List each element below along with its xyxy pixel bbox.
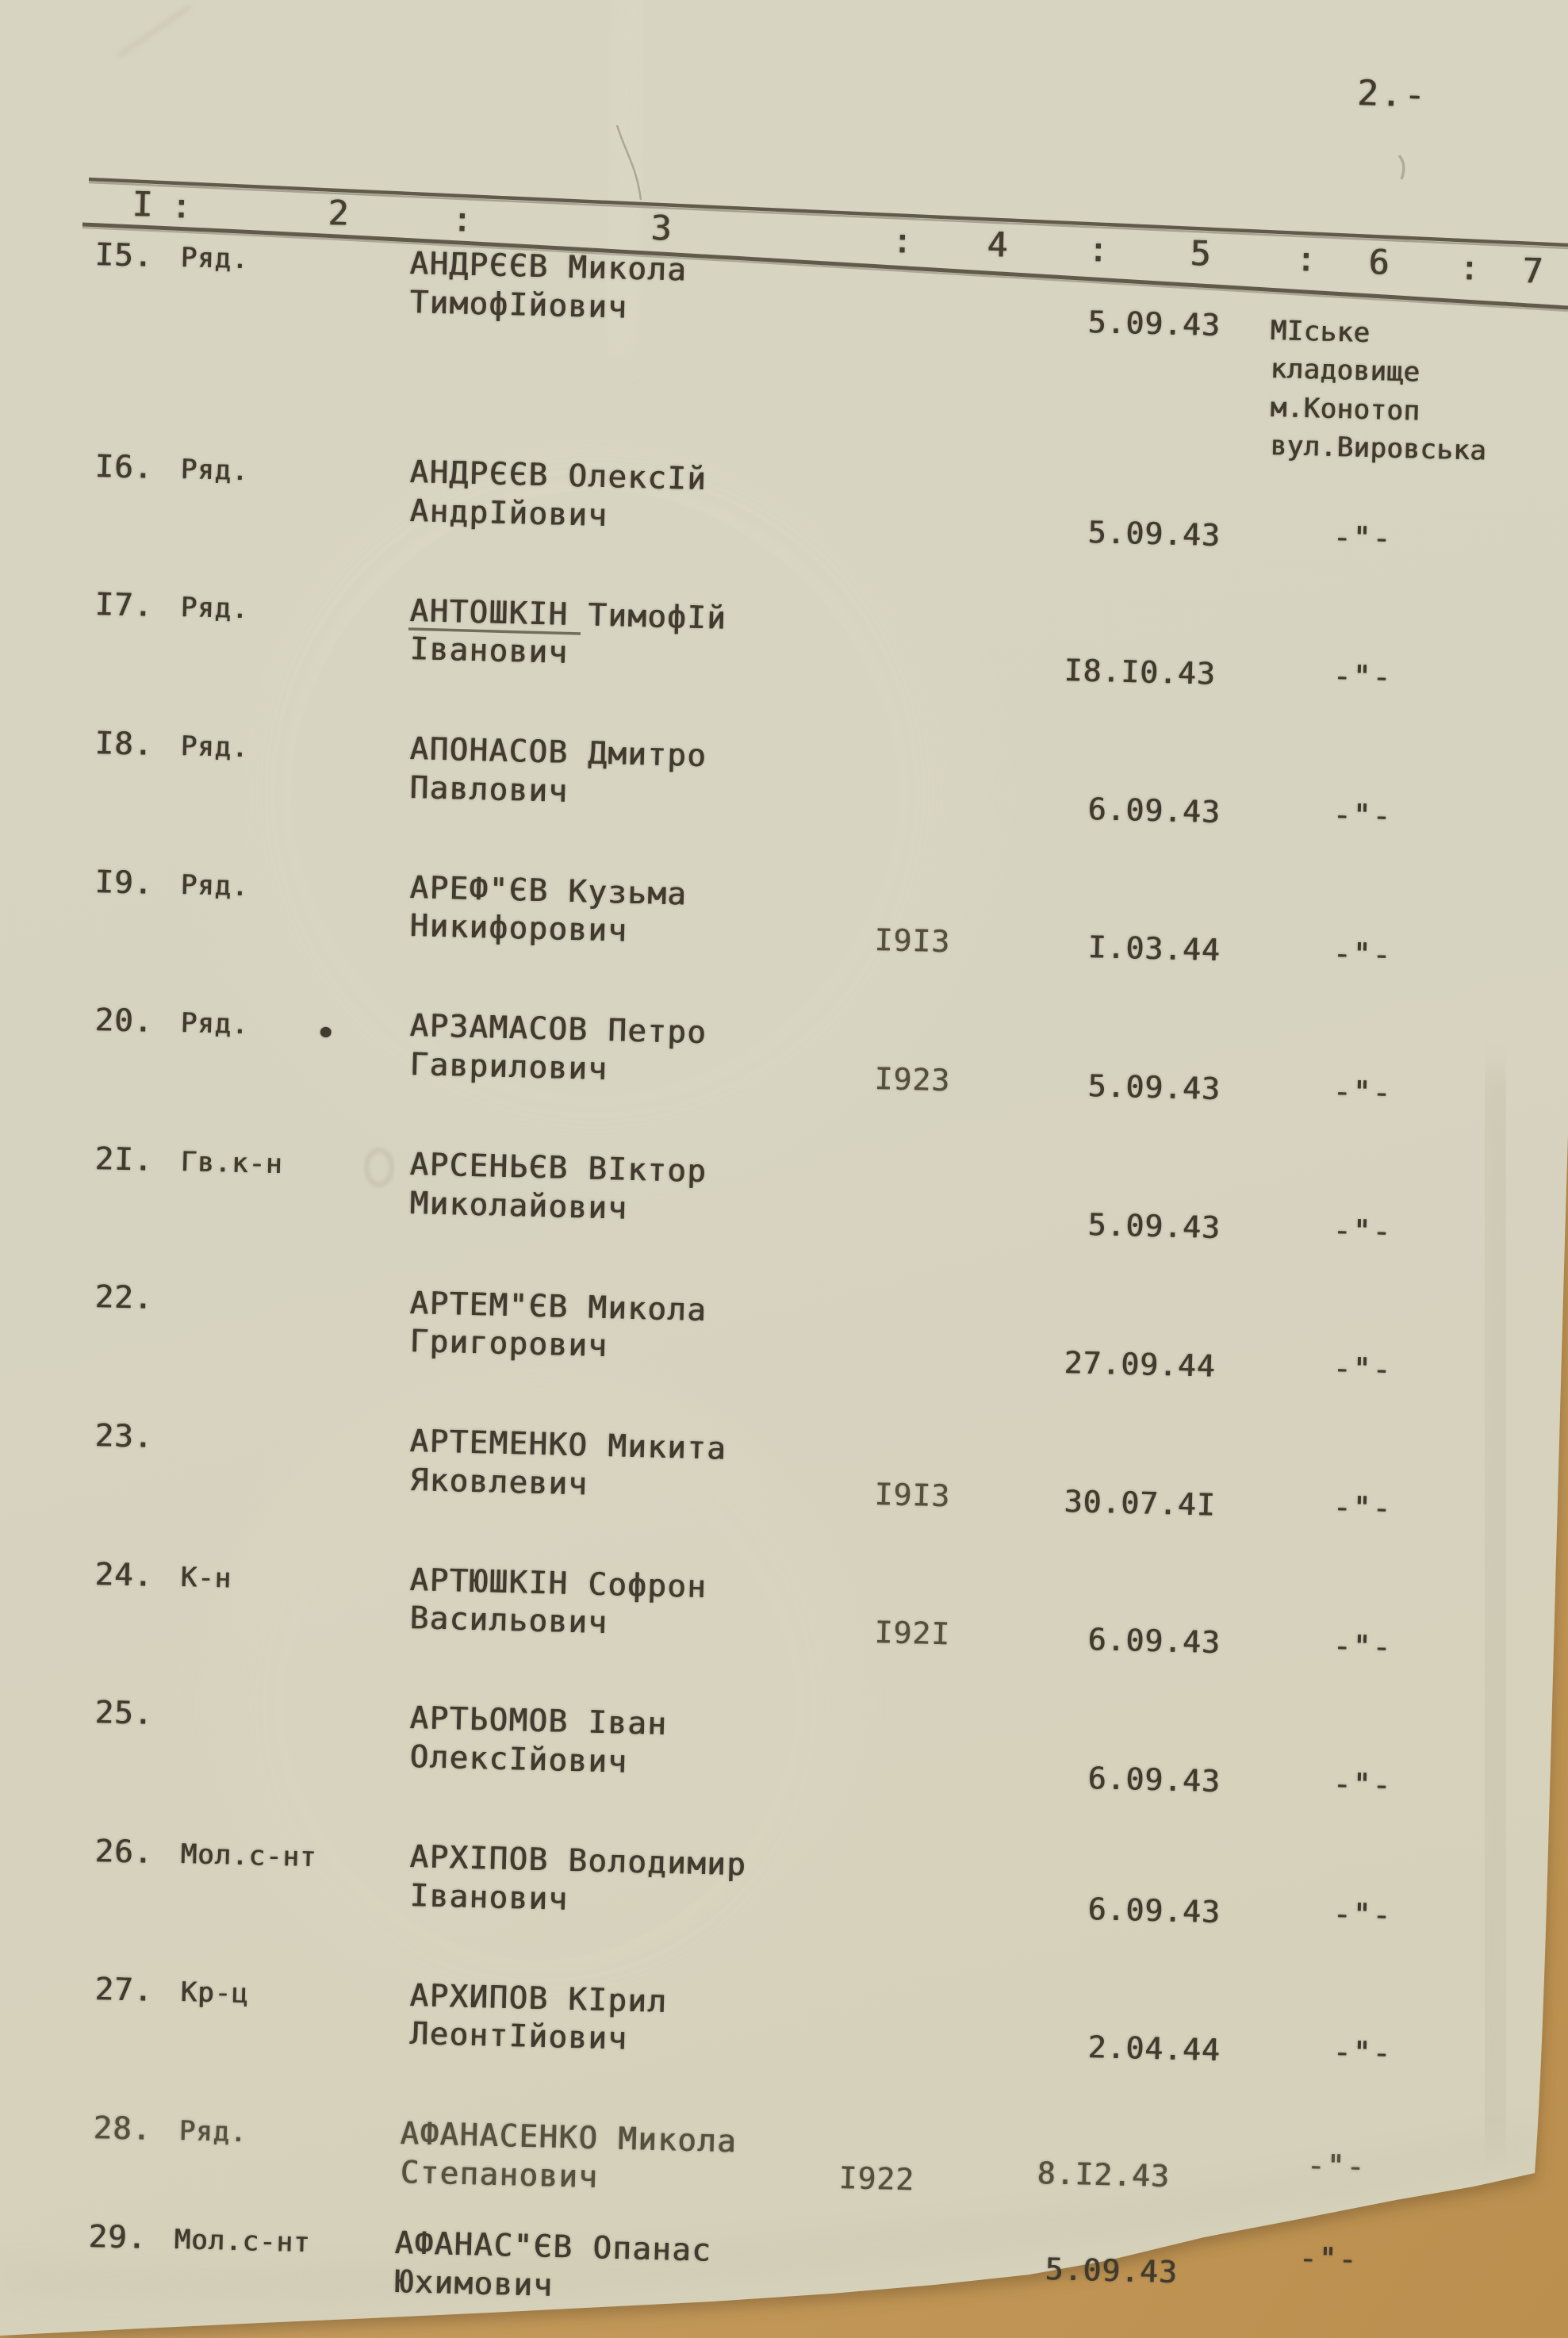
death-date: 5.09.43 (1044, 2252, 1179, 2290)
patronymic-line: ТимофІйович (408, 285, 628, 326)
surname-line: АРЕФ"ЄВ Кузьма (408, 870, 688, 913)
rank: Мол.с-нт (174, 2224, 311, 2259)
burial-location: м.Конотоп (1270, 392, 1420, 427)
row-number: I8. (94, 726, 154, 763)
surname-line: АНДРЄЄВ ОлексІй (408, 454, 707, 498)
row-number: 20. (94, 1002, 154, 1040)
patronymic-line: Васильович (408, 1600, 608, 1642)
row-number: I9. (94, 864, 154, 902)
column-separator: : (1087, 230, 1110, 270)
burial-location: МІське (1270, 315, 1371, 350)
surname-line: АФАНАСЕНКО Микола (399, 2116, 738, 2160)
birth-year: I9I3 (873, 1477, 951, 1514)
row-number: 24. (94, 1557, 154, 1594)
row-number: 28. (92, 2110, 152, 2148)
patronymic-line: Григорович (408, 1324, 608, 1365)
ditto-mark: -"- (1332, 1766, 1393, 1803)
patronymic-line: Юхимович (393, 2264, 554, 2304)
surname-line: АФАНАС"ЄВ Опанас (393, 2225, 712, 2269)
burial-location: кладовище (1270, 353, 1420, 389)
rank: Ряд. (180, 730, 249, 765)
ditto-mark: -"- (1332, 1628, 1393, 1665)
column-separator: : (170, 186, 193, 227)
death-date: 27.09.44 (1063, 1345, 1217, 1384)
surname-line: АРХІПОВ Володимир (408, 1839, 747, 1884)
rank: Ряд. (180, 242, 249, 276)
rank: Ряд. (180, 454, 249, 488)
patronymic-line: Степанович (399, 2155, 599, 2196)
column-header: 7 (1521, 251, 1544, 292)
column-header: 2 (327, 194, 350, 234)
patronymic-line: Іванович (408, 1878, 569, 1918)
row-number: 25. (94, 1695, 154, 1732)
patronymic-line: ЛеонтІйович (408, 2016, 628, 2057)
rank: К-н (180, 1562, 232, 1595)
row-number: 2I. (94, 1141, 154, 1179)
ditto-mark: -"- (1332, 1074, 1393, 1110)
rank: Ряд. (180, 869, 249, 903)
ditto-mark: -"- (1305, 2148, 1367, 2184)
column-separator: : (891, 221, 914, 262)
row-number: I7. (94, 587, 154, 624)
patronymic-line: Павлович (408, 770, 569, 810)
surname-line: АРСЕНЬЄВ ВІктор (408, 1147, 707, 1190)
ditto-mark: -"- (1332, 1351, 1393, 1387)
birth-year: I922 (838, 2160, 915, 2198)
ditto-mark: -"- (1298, 2240, 1359, 2277)
death-date: I8.I0.43 (1063, 653, 1217, 692)
surname-line: АРХИПОВ КІрил (408, 1978, 668, 2020)
column-header: 4 (986, 225, 1009, 266)
column-separator: : (1458, 248, 1481, 289)
ditto-mark: -"- (1332, 1896, 1393, 1933)
rank: Ряд. (180, 592, 249, 626)
column-header: 5 (1189, 234, 1212, 274)
row-number: I5. (94, 237, 154, 274)
ditto-mark: -"- (1332, 1213, 1393, 1249)
page-number: 2.- (1356, 73, 1428, 117)
rank: Ряд. (178, 2115, 247, 2149)
death-date: 5.09.43 (1087, 515, 1221, 554)
patronymic-line: АндрІйович (408, 493, 608, 535)
death-date: 5.09.43 (1087, 1207, 1221, 1246)
death-date: 6.09.43 (1087, 1622, 1221, 1661)
row-number: I6. (94, 449, 154, 486)
surname-line: АРЗАМАСОВ Петро (408, 1008, 707, 1052)
birth-year: I9I3 (873, 922, 951, 960)
rank: Мол.с-нт (180, 1838, 317, 1874)
surname-line: АРТЕМ"ЄВ Микола (408, 1286, 707, 1329)
column-header: I (131, 185, 154, 225)
birth-year: I923 (873, 1061, 951, 1098)
death-date: 5.09.43 (1087, 1068, 1221, 1107)
ditto-mark: -"- (1332, 519, 1393, 556)
ditto-mark: -"- (1332, 1489, 1393, 1526)
ditto-mark: -"- (1332, 2034, 1393, 2071)
row-number: 26. (94, 1834, 154, 1871)
rank: Гв.к-н (180, 1146, 283, 1181)
birth-year: I92I (873, 1615, 951, 1652)
death-date: 2.04.44 (1087, 2029, 1221, 2068)
ditto-mark: -"- (1332, 658, 1393, 695)
ditto-mark: -"- (1332, 936, 1393, 972)
rank: Кр-ц (180, 1976, 249, 2010)
surname-line: АНТОШКІН ТимофІй (408, 593, 727, 637)
patronymic-line: Миколайович (408, 1186, 628, 1227)
death-date: I.03.44 (1087, 929, 1221, 968)
column-header: 3 (650, 209, 673, 249)
death-date: 6.09.43 (1087, 1761, 1221, 1799)
surname-line: АРТЮШКІН Софрон (408, 1562, 707, 1606)
ditto-mark: -"- (1332, 797, 1393, 834)
column-separator: : (1294, 240, 1317, 280)
death-date: 6.09.43 (1087, 791, 1221, 830)
surname-line: АРТЕМЕНКО Микита (408, 1424, 727, 1467)
death-date: 8.I2.43 (1036, 2156, 1171, 2194)
death-date: 5.09.43 (1087, 305, 1221, 343)
row-number: 29. (87, 2219, 148, 2256)
surname-line: АПОНАСОВ Дмитро (408, 731, 707, 775)
row-number: 23. (94, 1418, 154, 1455)
row-number: 22. (94, 1279, 154, 1317)
surname-line: АРТЬОМОВ Іван (408, 1700, 668, 1742)
burial-location: вул.Вировська (1270, 430, 1487, 467)
patronymic-line: Гаврилович (408, 1047, 608, 1088)
row-number: 27. (94, 1972, 154, 2009)
column-separator: : (450, 200, 473, 240)
patronymic-line: Іванович (408, 631, 569, 671)
patronymic-line: ОлексІйович (408, 1739, 628, 1780)
surname-line: АНДРЄЄВ Микола (408, 246, 688, 289)
death-date: 6.09.43 (1087, 1891, 1221, 1930)
patronymic-line: Никифорович (408, 908, 628, 949)
stray-dot: ● (320, 1021, 332, 1042)
column-header: 6 (1367, 243, 1390, 283)
rank: Ряд. (180, 1007, 249, 1041)
patronymic-line: Яковлевич (408, 1462, 588, 1503)
death-date: 30.07.4I (1063, 1484, 1217, 1523)
